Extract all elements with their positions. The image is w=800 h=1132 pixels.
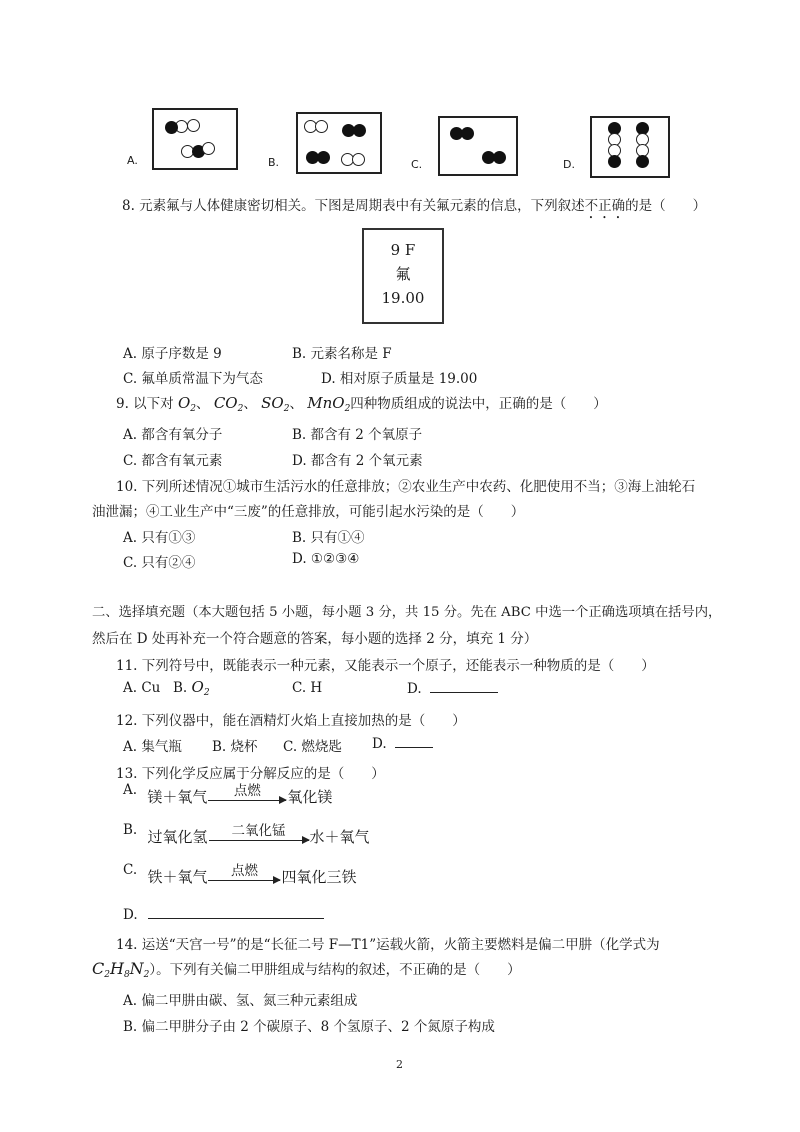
q8-option-c[interactable]: C. 氟单质常温下为气态 [123, 371, 263, 387]
q12-option-c[interactable]: C. 燃烧匙 [283, 739, 342, 755]
q13-answer-blank[interactable] [148, 906, 324, 919]
reaction-arrow: 点燃 [208, 784, 286, 801]
model-box-d [590, 116, 670, 178]
element-name: 氟 [395, 265, 411, 283]
question-12-stem: 12. 下列仪器中，能在酒精灯火焰上直接加热的是（ ） [116, 713, 466, 729]
page-number: 2 [396, 1058, 403, 1071]
black-atom [461, 127, 474, 140]
atomic-number-symbol: 9 F [390, 241, 416, 259]
black-atom [493, 151, 506, 164]
model-label-a: A. [127, 154, 138, 167]
q11-option-c[interactable]: C. H [292, 680, 323, 696]
model-box-b [296, 112, 382, 174]
black-atom [317, 151, 330, 164]
q8-option-a[interactable]: A. 原子序数是 9 [123, 346, 222, 362]
q10-option-a[interactable]: A. 只有①③ [123, 530, 196, 546]
emphasis-not-correct: 不正确 [584, 198, 626, 214]
white-atom [352, 153, 365, 166]
fluorine-element-card [362, 228, 444, 324]
q13-option-c[interactable]: C. 铁＋氧气 点燃 四氧化三铁 [123, 862, 357, 886]
q9-option-b[interactable]: B. 都含有 2 个氧原子 [292, 427, 423, 443]
q9-option-c[interactable]: C. 都含有氧元素 [123, 453, 223, 469]
black-atom [353, 124, 366, 137]
model-box-c [438, 116, 518, 176]
atomic-mass: 19.00 [381, 289, 425, 307]
model-box-a [152, 108, 238, 170]
q10-option-c[interactable]: C. 只有②④ [123, 555, 196, 571]
q13-option-b[interactable]: B. 过氧化氢 二氧化锰 水＋氧气 [123, 822, 370, 846]
reaction-arrow: 二氧化锰 [209, 824, 309, 841]
section-2-instructions-line-1: 二、选择填充题（本大题包括 5 小题，每小题 3 分，共 15 分。先在 ABC 中选一个正确选项填在括号内， [92, 605, 722, 620]
white-atom [187, 119, 200, 132]
q10-option-b[interactable]: B. 只有①④ [292, 530, 365, 546]
white-atom [315, 120, 328, 133]
formula-o2: $O_2$ [191, 678, 210, 698]
q11-answer-blank[interactable] [430, 680, 498, 693]
question-13-stem: 13. 下列化学反应属于分解反应的是（ ） [116, 766, 385, 782]
formula-co2: $CO_2$ [213, 394, 244, 414]
q14-option-b[interactable]: B. 偏二甲肼分子由 2 个碳原子、8 个氢原子、2 个氮原子构成 [123, 1019, 495, 1035]
q12-answer-blank[interactable] [395, 735, 433, 748]
q8-option-b[interactable]: B. 元素名称是 F [292, 346, 392, 362]
formula-c2h8n2: $C_2H_8N_2$ [92, 959, 150, 980]
question-8-stem: 8. 元素氟与人体健康密切相关。下图是周期表中有关氟元素的信息，下列叙述不正确的是（ ） [122, 198, 707, 214]
q13-option-d[interactable]: D. [123, 906, 324, 923]
q12-option-b[interactable]: B. 烧杯 [212, 739, 258, 755]
black-atom [165, 121, 178, 134]
white-atom [202, 142, 215, 155]
q13-option-a[interactable]: A. 镁＋氧气 点燃 氧化镁 [123, 782, 333, 806]
q14-option-a[interactable]: A. 偏二甲肼由碳、氢、氮三种元素组成 [123, 993, 358, 1009]
question-10-line-2: 油泄漏；④工业生产中“三废”的任意排放，可能引起水污染的是（ ） [92, 504, 525, 520]
black-atom [608, 155, 621, 168]
q11-option-d[interactable]: D. [407, 680, 498, 697]
q11-option-b[interactable]: B. $O_2$ [173, 678, 210, 698]
formula-o2: $O_2$ [177, 394, 197, 414]
question-14-line-1: 14. 运送“天宫一号”的是“长征二号 F—T1”运载火箭，火箭主要燃料是偏二甲肼（化学式为 [116, 937, 660, 953]
question-10-line-1: 10. 下列所述情况①城市生活污水的任意排放；②农业生产中农药、化肥使用不当；③海上油轮石 [116, 479, 696, 495]
q11-option-a[interactable]: A. Cu [123, 680, 161, 696]
q12-option-d[interactable]: D. [372, 735, 433, 752]
reaction-arrow: 点燃 [208, 864, 280, 881]
black-atom [636, 155, 649, 168]
question-14-line-2: $C_2H_8N_2$）。下列有关偏二甲肼组成与结构的叙述，不正确的是（ ） [92, 959, 521, 980]
question-11-stem: 11. 下列符号中，既能表示一种元素，又能表示一个原子，还能表示一种物质的是（ ） [116, 658, 655, 674]
model-label-b: B. [268, 156, 280, 169]
q10-option-d[interactable]: D. ①②③④ [292, 551, 360, 567]
question-9-stem: 9. 以下对 $O_2$、 $CO_2$、 $SO_2$、 MnO$_2$四种物质组成的说法中，正确的是（ ） [116, 394, 607, 414]
formula-mno2: MnO$_2$ [307, 394, 351, 414]
section-2-instructions-line-2: 然后在 D 处再补充一个符合题意的答案，每小题的选择 2 分，填充 1 分） [92, 631, 538, 647]
q9-option-d[interactable]: D. 都含有 2 个氧元素 [292, 453, 423, 469]
model-label-c: C. [411, 158, 423, 171]
model-label-d: D. [563, 158, 575, 171]
q12-option-a[interactable]: A. 集气瓶 [123, 739, 182, 755]
q9-option-a[interactable]: A. 都含有氧分子 [123, 427, 223, 443]
formula-so2: $SO_2$ [261, 394, 290, 414]
q8-option-d[interactable]: D. 相对原子质量是 19.00 [321, 371, 478, 387]
